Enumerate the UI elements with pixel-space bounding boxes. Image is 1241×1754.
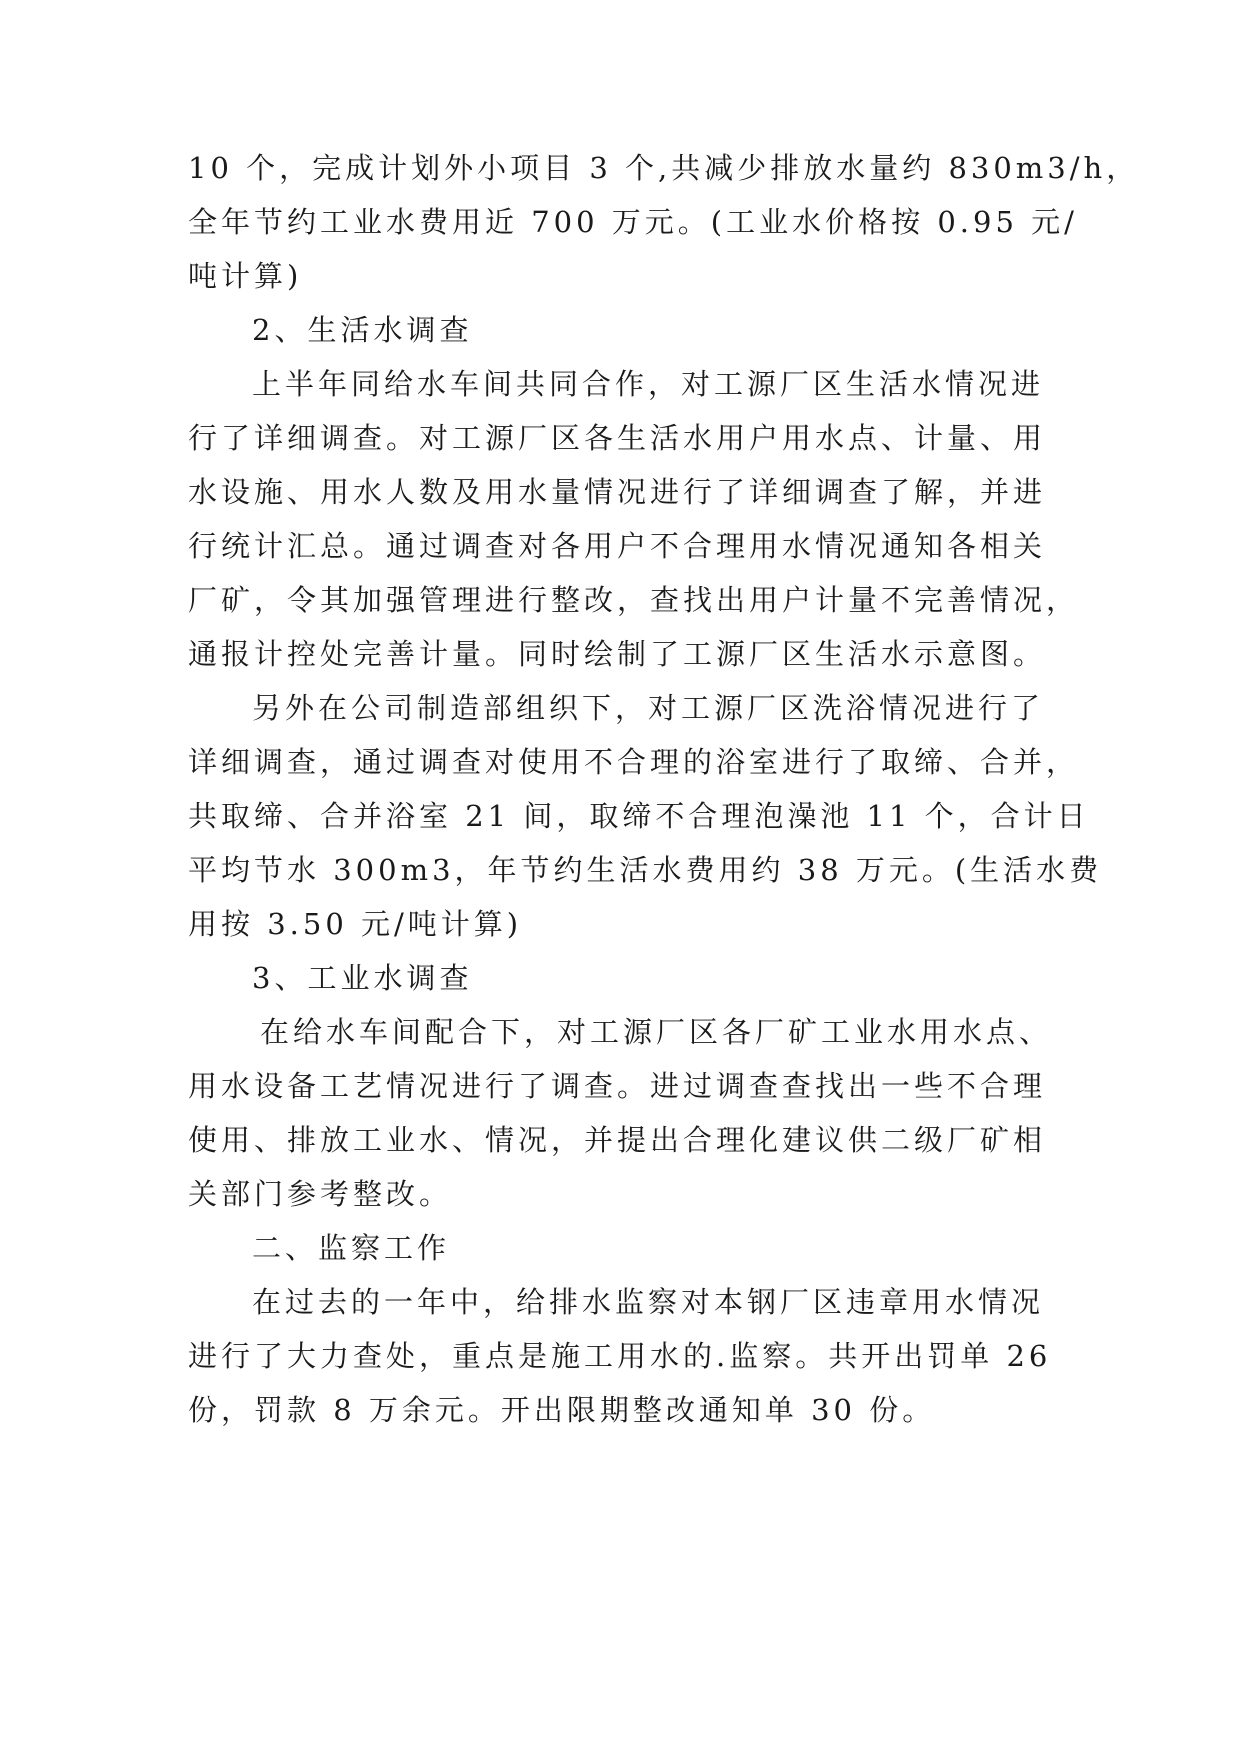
- paragraph-line: 详细调查，通过调查对使用不合理的浴室进行了取缔、合并，: [188, 745, 1080, 779]
- paragraph-line: 上半年同给水车间共同合作，对工源厂区生活水情况进: [252, 367, 1045, 401]
- paragraph-line: 水设施、用水人数及用水量情况进行了详细调查了解，并进: [188, 475, 1047, 509]
- paragraph-line: 吨计算): [188, 259, 303, 293]
- paragraph-line: 全年节约工业水费用近 700 万元。(工业水价格按 0.95 元/: [188, 205, 1078, 239]
- paragraph-line: 使用、排放工业水、情况，并提出合理化建议供二级厂矿相: [188, 1123, 1047, 1157]
- paragraph-line: 关部门参考整改。: [188, 1177, 453, 1211]
- paragraph-line: 共取缔、合并浴室 21 间，取缔不合理泡澡池 11 个，合计日: [188, 799, 1090, 833]
- paragraph-line: 10 个，完成计划外小项目 3 个,共减少排放水量约 830m3/h，: [188, 151, 1140, 185]
- paragraph-line: 用水设备工艺情况进行了调查。进过调查查找出一些不合理: [188, 1069, 1047, 1103]
- paragraph-line: 份，罚款 8 万余元。开出限期整改通知单 30 份。: [188, 1393, 936, 1427]
- paragraph-line: 在给水车间配合下，对工源厂区各厂矿工业水用水点、: [260, 1015, 1053, 1049]
- paragraph-line: 行统计汇总。通过调查对各用户不合理用水情况通知各相关: [188, 529, 1047, 563]
- paragraph-line: 通报计控处完善计量。同时绘制了工源厂区生活水示意图。: [188, 637, 1047, 671]
- section-heading: 2、生活水调查: [252, 313, 473, 347]
- paragraph-line: 用按 3.50 元/吨计算): [188, 907, 523, 941]
- paragraph-line: 行了详细调查。对工源厂区各生活水用户用水点、计量、用: [188, 421, 1047, 455]
- paragraph-line: 进行了大力查处，重点是施工用水的.监察。共开出罚单 26: [188, 1339, 1052, 1373]
- section-heading: 3、工业水调查: [252, 961, 473, 995]
- paragraph-line: 另外在公司制造部组织下，对工源厂区洗浴情况进行了: [252, 691, 1045, 725]
- paragraph-line: 在过去的一年中，给排水监察对本钢厂区违章用水情况: [252, 1285, 1045, 1319]
- paragraph-line: 平均节水 300m3，年节约生活水费用约 38 万元。(生活水费: [188, 853, 1103, 887]
- section-heading: 二、监察工作: [252, 1231, 451, 1265]
- paragraph-line: 厂矿，令其加强管理进行整改，查找出用户计量不完善情况，: [188, 583, 1080, 617]
